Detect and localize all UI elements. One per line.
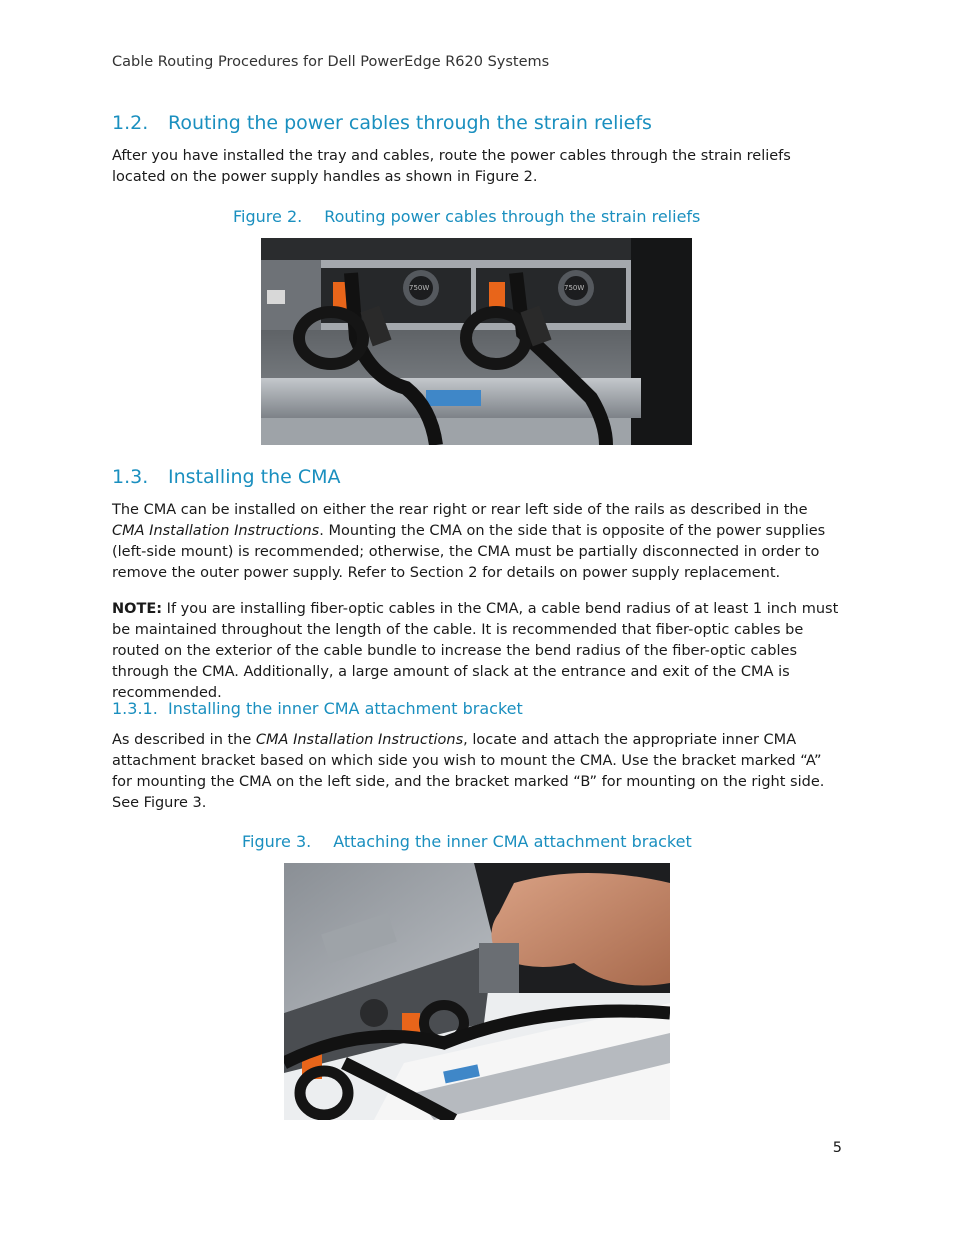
section-body [112,730,837,814]
figure-number: Figure 3. [242,832,312,851]
section-heading-1-3-1 [112,699,523,718]
figure-2-caption [233,207,700,226]
note-paragraph [112,599,844,704]
note-text: If you are installing fiber-optic cables in the CMA, a cable bend radius of at least 1 inch must be maintained throughout the length of the cable. It is recommended that fiber-optic cables be routed on the exterior of the cable bundle to increase the bend radius of the fiber-optic cables through the CMA. Additionally, a large amount of slack at the entrance and exit of the CMA is recommended. [112,601,839,701]
section-number: 1.3. [112,466,149,488]
section-number: 1.2. [112,112,149,134]
figure-number: Figure 2. [233,207,303,226]
section-body: After you have installed the tray and cables, route the power cables through the strain reliefs located on the power supply handles as shown in Figure 2. [112,148,791,185]
section-heading-1-3 [112,466,341,488]
figure-caption-text: Routing power cables through the strain reliefs [324,207,701,226]
section-title: Installing the inner CMA attachment bracket [168,699,523,718]
cma-bracket-photo [284,863,670,1120]
body-text: , locate and attach the appropriate inner CMA attachment bracket based on which side you wish to mount the CMA. Use the bracket marked “A” for mounting the CMA on the left side, and the bracket marked “B” for mounting on the right side. See Figure 3. [112,732,825,811]
body-text: . Mounting the CMA on the side that is opposite of the power supplies (left-side mount) is recommended; otherwise, the CMA must be partially disconnected in order to remove the outer power supply. Refer to Section 2 for details on power supply replacement. [112,523,826,581]
running-header: Cable Routing Procedures for Dell PowerEdge R620 Systems [112,54,550,70]
body-text: The CMA can be installed on either the rear right or rear left side of the rails as described in the [112,502,808,518]
power-cables-photo [261,238,692,445]
body-text: As described in the [112,732,256,748]
figure-3-caption [242,832,692,851]
section-title: Routing the power cables through the strain reliefs [168,112,652,134]
note-label: NOTE: [112,601,163,617]
page-number: 5 [832,1140,842,1156]
psu-label-2: 750W [564,284,585,292]
section-body [112,500,842,584]
doc-reference: CMA Installation Instructions [255,732,464,748]
section-title: Installing the CMA [168,466,341,488]
figure-3-photo [284,863,670,1120]
doc-reference: CMA Installation Instructions [112,523,320,539]
figure-caption-text: Attaching the inner CMA attachment bracket [333,832,692,851]
section-number: 1.3.1. [112,699,158,718]
section-heading-1-2 [112,112,652,134]
psu-label-1: 750W [409,284,430,292]
figure-2-photo [261,238,692,445]
